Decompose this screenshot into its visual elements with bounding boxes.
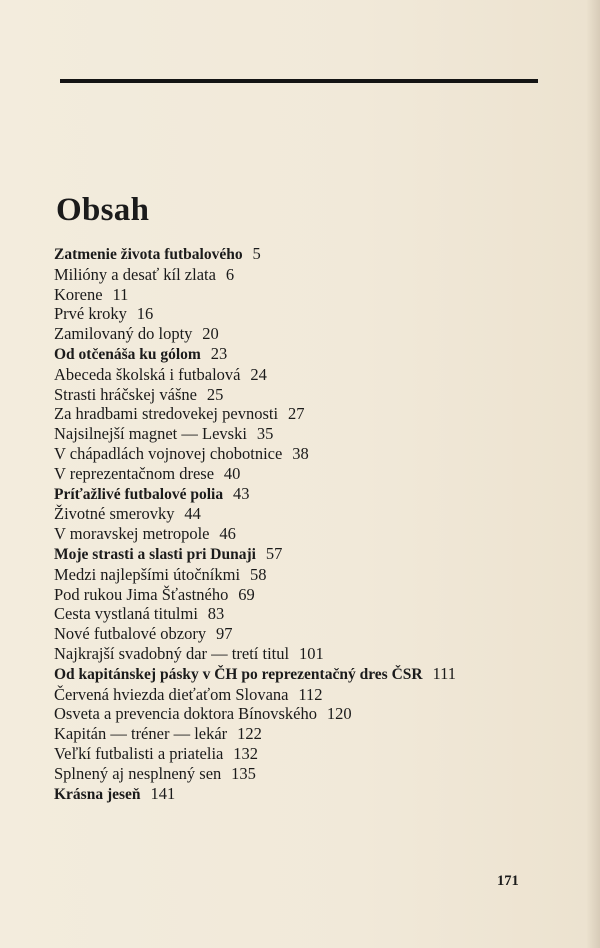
toc-entry xyxy=(54,544,564,565)
bleed-through-text xyxy=(230,118,240,160)
toc-entry-page: 112 xyxy=(298,684,323,704)
toc-entry-title: Najkrajší svadobný dar — tretí titul xyxy=(54,643,290,663)
toc-entry-page: 101 xyxy=(298,643,324,663)
toc-entry xyxy=(54,585,564,605)
toc-entry xyxy=(54,644,564,664)
toc-entry-page: 27 xyxy=(287,404,305,424)
toc-entry-title: Abeceda školská i futbalová xyxy=(54,364,241,384)
toc-entry-page: 40 xyxy=(223,463,241,483)
toc-entry-title: Červená hviezda dieťaťom Slovana xyxy=(54,684,289,704)
toc-entry-page: 23 xyxy=(210,343,228,363)
toc-entry-page: 141 xyxy=(150,783,176,803)
toc-entry-title: Zamilovaný do lopty xyxy=(54,324,193,344)
toc-entry-title: Zatmenie života futbalového xyxy=(54,246,243,263)
toc-entry-title: Príťažlivé futbalové polia xyxy=(54,485,224,503)
toc-entry-title: Medzi najlepšími útočníkmi xyxy=(54,564,241,584)
toc-entry xyxy=(54,724,564,744)
toc-entry-page: 11 xyxy=(112,284,129,304)
toc-entry-title: V moravskej metropole xyxy=(54,524,210,544)
toc-entry-page: 58 xyxy=(249,564,267,584)
toc-entry-title: Krásna jeseň xyxy=(54,785,141,803)
toc-entry xyxy=(54,624,564,644)
toc-entry-title: V reprezentačnom drese xyxy=(54,463,215,483)
toc-entry xyxy=(54,565,564,585)
toc-entry-page: 46 xyxy=(219,524,236,544)
toc-entry-title: Od otčenáša ku gólom xyxy=(54,345,201,363)
toc-entry xyxy=(54,504,564,524)
toc-entry-title: Pod rukou Jima Šťastného xyxy=(54,584,229,604)
toc-entry xyxy=(54,385,564,405)
toc-entry xyxy=(54,764,564,784)
toc-entry-page: 122 xyxy=(237,724,262,744)
toc-entry-page: 44 xyxy=(184,504,201,524)
toc-entry-title: Osveta a prevencia doktora Bínovského xyxy=(54,704,318,724)
toc-entry-title: Cesta vystlaná titulmi xyxy=(54,604,198,624)
toc-entry-page: 69 xyxy=(238,584,255,604)
page-title: Obsah xyxy=(56,192,150,228)
toc-entry-title: Milióny a desať kíl zlata xyxy=(54,264,216,284)
toc-entry-title: Korene xyxy=(54,284,103,304)
toc-entry-page: 57 xyxy=(265,543,283,563)
toc-entry-page: 16 xyxy=(136,304,154,324)
toc-entry-page: 35 xyxy=(256,424,274,444)
toc-entry xyxy=(54,365,564,385)
toc-entry-page: 83 xyxy=(207,604,225,624)
toc-entry-page: 20 xyxy=(202,324,219,344)
toc-entry-title: Veľkí futbalisti a priatelia xyxy=(54,743,224,763)
toc-entry xyxy=(54,324,564,344)
toc-entry-title: Od kapitánskej pásky v ČH po reprezentačný dres ČSR xyxy=(54,665,423,683)
toc-entry-page: 6 xyxy=(225,264,235,284)
toc-entry xyxy=(54,285,564,305)
toc-entry xyxy=(54,404,564,424)
toc-entry-title: V chápadlách vojnovej chobotnice xyxy=(54,443,283,463)
toc-entry xyxy=(54,344,564,365)
toc-entry-title: Strasti hráčskej vášne xyxy=(54,384,197,404)
toc-entry-title: Splnený aj nesplnený sen xyxy=(54,763,222,783)
toc-entry xyxy=(54,744,564,764)
toc-entry-title: Prvé kroky xyxy=(54,304,127,324)
toc-entry xyxy=(54,424,564,444)
toc-entry xyxy=(54,444,564,464)
toc-entry xyxy=(54,704,564,724)
toc-entry-page: 38 xyxy=(292,443,309,463)
page-number: 171 xyxy=(497,873,519,889)
toc-entry xyxy=(54,464,564,484)
toc-entry xyxy=(54,524,564,544)
toc-entry xyxy=(54,685,564,705)
toc-entry-title: Nové futbalové obzory xyxy=(54,624,207,644)
toc-entry-page: 132 xyxy=(233,743,258,763)
toc-entry-title: Moje strasti a slasti pri Dunaji xyxy=(54,545,256,563)
toc-entry-title: Za hradbami stredovekej pevnosti xyxy=(54,404,279,424)
toc-entry xyxy=(54,664,564,685)
toc-entry xyxy=(54,304,564,324)
toc-entry-page: 43 xyxy=(232,483,250,503)
toc-entry-title: Kapitán — tréner — lekár xyxy=(54,724,228,744)
toc-entry-title: Životné smerovky xyxy=(54,504,175,524)
toc-entry-page: 111 xyxy=(432,663,457,683)
toc-entry xyxy=(54,784,564,805)
toc-entry xyxy=(54,265,564,285)
toc-entry-page: 5 xyxy=(252,244,261,263)
toc-entry-page: 135 xyxy=(231,763,256,783)
toc-entry-page: 25 xyxy=(206,384,224,404)
toc-entry-page: 24 xyxy=(250,364,267,384)
top-rule xyxy=(60,79,538,83)
toc-entry xyxy=(54,484,564,505)
toc-entry-page: 120 xyxy=(326,704,352,724)
table-of-contents xyxy=(54,244,564,804)
toc-entry xyxy=(54,604,564,624)
page-edge-shadow xyxy=(586,0,600,948)
toc-entry-page: 97 xyxy=(216,624,233,644)
toc-entry xyxy=(54,244,564,265)
toc-entry-title: Najsilnejší magnet — Levski xyxy=(54,424,247,444)
